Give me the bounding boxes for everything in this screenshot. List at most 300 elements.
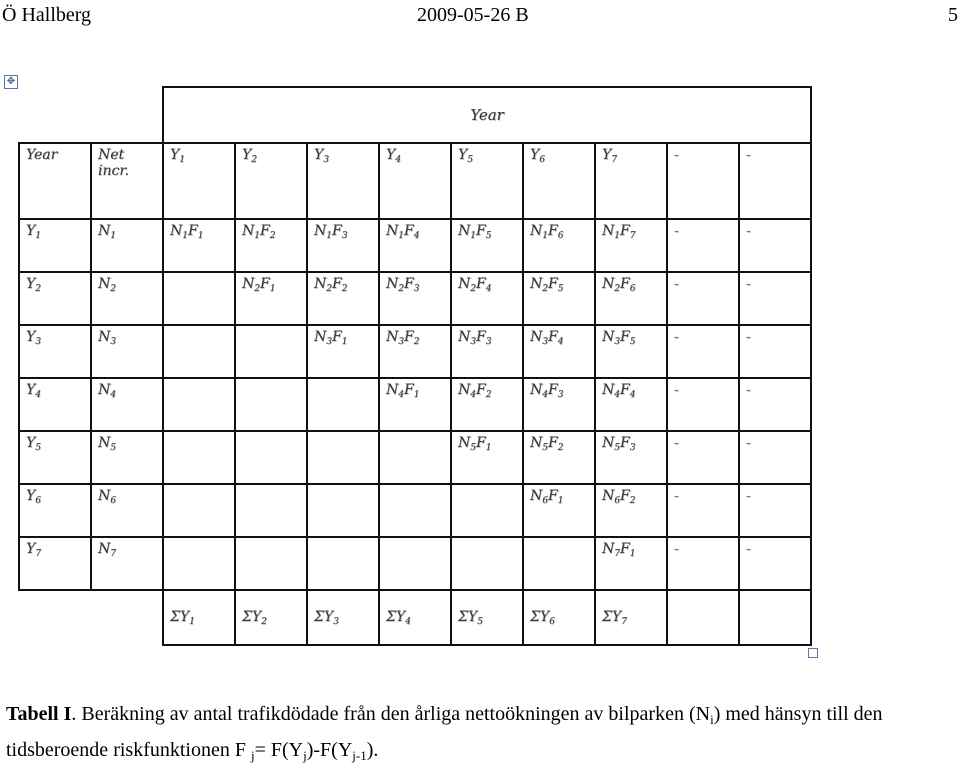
- cell-text: N: [98, 382, 111, 398]
- cell-sub: 4: [629, 390, 636, 400]
- cell-text: F: [475, 382, 486, 398]
- cell-text: N: [602, 382, 615, 398]
- column-header: [307, 143, 379, 219]
- cell-sub: 4: [614, 390, 620, 400]
- table-cell: [91, 219, 163, 272]
- cell-text: N: [602, 435, 615, 451]
- table-move-handle-icon[interactable]: ✥: [4, 75, 18, 89]
- cell-text: ΣY: [242, 608, 262, 625]
- table-cell: [163, 272, 235, 325]
- cell-text: N: [530, 382, 543, 398]
- table-cell: [19, 272, 91, 325]
- column-header-text: Net incr.: [98, 147, 129, 179]
- table-cell: [451, 431, 523, 484]
- page-number: 5: [948, 4, 958, 26]
- caption-label: Tabell I: [6, 703, 72, 725]
- cell-text: ΣY: [530, 608, 550, 625]
- cell-sub: 6: [35, 496, 41, 506]
- table-cell: [307, 219, 379, 272]
- sum-row-blank: [19, 590, 163, 645]
- cell-text: N: [242, 223, 255, 239]
- cell-sub: 2: [470, 284, 476, 294]
- cell-text: F: [619, 541, 630, 557]
- table-cell: [19, 325, 91, 378]
- cell-sub: 1: [542, 231, 548, 241]
- cell-text: F: [619, 223, 630, 239]
- cell-text: N: [602, 488, 615, 504]
- calculation-table: [18, 86, 810, 646]
- cell-sub: 3: [557, 390, 564, 400]
- caption-text: = F(Y: [254, 739, 304, 761]
- caption-sub: j: [303, 748, 307, 763]
- cell-sub: 7: [614, 549, 620, 559]
- table-cell: [595, 272, 667, 325]
- table-cell: [307, 537, 379, 590]
- column-header-text: Y: [458, 147, 468, 163]
- table-cell: [595, 431, 667, 484]
- cell-text: F: [187, 223, 198, 239]
- table-cell: [739, 219, 811, 272]
- cell-text: N: [386, 382, 399, 398]
- cell-sub: 2: [254, 284, 260, 294]
- cell-sub: 7: [621, 616, 627, 627]
- table-cell: [163, 484, 235, 537]
- table-cell: [19, 378, 91, 431]
- table-cell: [307, 484, 379, 537]
- sum-cell: [451, 590, 523, 645]
- column-header-text: Y: [314, 147, 324, 163]
- cell-sub: 3: [326, 337, 332, 347]
- cell-text: N: [458, 382, 471, 398]
- cell-text: F: [619, 488, 630, 504]
- cell-sub: 6: [549, 616, 555, 627]
- table-row: [19, 378, 811, 431]
- column-header: [379, 143, 451, 219]
- cell-sub: 4: [557, 337, 564, 347]
- sum-cell: [379, 590, 451, 645]
- column-header-sub: 5: [467, 155, 473, 165]
- column-header: [19, 143, 91, 219]
- cell-text: N: [530, 276, 543, 292]
- table-cell: [235, 325, 307, 378]
- cell-text: -: [674, 276, 679, 292]
- table-cell: [91, 431, 163, 484]
- cell-sub: 2: [326, 284, 332, 294]
- table-cell: [235, 378, 307, 431]
- table-cell: [667, 325, 739, 378]
- table-cell: [19, 484, 91, 537]
- table-cell: [379, 325, 451, 378]
- table-row: [19, 431, 811, 484]
- table-cell: [523, 537, 595, 590]
- cell-text: F: [259, 223, 270, 239]
- cell-text: F: [403, 382, 414, 398]
- cell-text: N: [314, 329, 327, 345]
- cell-sub: 1: [398, 231, 404, 241]
- cell-text: ΣY: [386, 608, 406, 625]
- cell-text: N: [314, 276, 327, 292]
- cell-sub: 6: [614, 496, 620, 506]
- cell-text: N: [98, 329, 111, 345]
- cell-sub: 2: [542, 284, 548, 294]
- cell-text: F: [547, 435, 558, 451]
- table-cell: [595, 325, 667, 378]
- table-cell: [523, 431, 595, 484]
- cell-sub: 6: [629, 284, 636, 294]
- cell-text: N: [242, 276, 255, 292]
- cell-text: N: [386, 276, 399, 292]
- table-cell: [91, 484, 163, 537]
- cell-text: F: [547, 488, 558, 504]
- cell-sub: 2: [557, 443, 564, 453]
- column-header-sub: 4: [395, 155, 401, 165]
- column-header-sub: 1: [179, 155, 185, 165]
- page-header: [0, 4, 960, 28]
- cell-text: F: [619, 329, 630, 345]
- cell-sub: 4: [405, 616, 411, 627]
- caption-text: ).: [366, 739, 379, 761]
- cell-sub: 1: [110, 231, 116, 241]
- caption-text: ) med hänsyn till den tidsberoende riskfunktionen F: [6, 703, 883, 761]
- column-header-text: Y: [602, 147, 612, 163]
- table-row: [19, 537, 811, 590]
- cell-text: -: [746, 382, 751, 398]
- table-cell: [451, 325, 523, 378]
- cell-text: F: [331, 223, 342, 239]
- cell-text: -: [746, 435, 751, 451]
- cell-text: F: [475, 435, 486, 451]
- cell-sub: 2: [413, 337, 420, 347]
- cell-sub: 3: [542, 337, 548, 347]
- cell-text: N: [98, 223, 111, 239]
- table-cell: [379, 537, 451, 590]
- table-cell: [307, 378, 379, 431]
- cell-text: N: [530, 329, 543, 345]
- cell-text: -: [746, 223, 751, 239]
- sum-cell-empty: [667, 590, 739, 645]
- cell-text: -: [746, 488, 751, 504]
- column-header-text: Y: [170, 147, 180, 163]
- cell-sub: 1: [35, 231, 41, 241]
- table-cell: [595, 484, 667, 537]
- cell-text: N: [458, 329, 471, 345]
- table-row: [19, 325, 811, 378]
- caption-sub: i: [710, 712, 714, 727]
- table-row: [19, 272, 811, 325]
- table-cell: [163, 537, 235, 590]
- cell-sub: 4: [413, 231, 420, 241]
- table-cell: [19, 431, 91, 484]
- table-cell: [739, 378, 811, 431]
- cell-sub: 2: [485, 390, 492, 400]
- table-cell: [739, 484, 811, 537]
- cell-text: F: [547, 382, 558, 398]
- cell-sub: 1: [614, 231, 620, 241]
- cell-text: N: [530, 435, 543, 451]
- table-row: [19, 219, 811, 272]
- column-header-text: Y: [242, 147, 252, 163]
- cell-sub: 1: [189, 616, 195, 627]
- cell-text: -: [674, 223, 679, 239]
- cell-sub: 2: [110, 284, 116, 294]
- cell-text: F: [475, 223, 486, 239]
- caption-text: . Beräkning av antal trafikdödade från den årliga nettoökningen av bilparken (N: [71, 703, 711, 725]
- table-cell: [163, 325, 235, 378]
- cell-sub: 1: [269, 284, 276, 294]
- column-header: [667, 143, 739, 219]
- cell-sub: 2: [341, 284, 348, 294]
- table-cell: [595, 537, 667, 590]
- cell-sub: 7: [629, 231, 636, 241]
- cell-sub: 3: [485, 337, 492, 347]
- column-header-sub: 3: [323, 155, 329, 165]
- table-cell: [667, 484, 739, 537]
- cell-sub: 4: [398, 390, 404, 400]
- column-header-text: -: [746, 147, 751, 163]
- cell-sub: 3: [110, 337, 116, 347]
- cell-sub: 4: [542, 390, 548, 400]
- cell-text: N: [98, 541, 111, 557]
- cell-text: F: [259, 276, 270, 292]
- cell-sub: 2: [35, 284, 41, 294]
- cell-text: F: [403, 329, 414, 345]
- cell-sub: 1: [413, 390, 420, 400]
- header-author: Ö Hallberg: [2, 4, 92, 26]
- cell-text: ΣY: [314, 608, 334, 625]
- column-header-text: -: [674, 147, 679, 163]
- cell-sub: 5: [614, 443, 620, 453]
- table-cell: [739, 325, 811, 378]
- table-cell: [667, 431, 739, 484]
- table-cell: [595, 378, 667, 431]
- cell-sub: 2: [269, 231, 276, 241]
- table-cell: [451, 484, 523, 537]
- table-cell: [379, 431, 451, 484]
- column-header-text: Y: [386, 147, 396, 163]
- column-header-text: Y: [530, 147, 540, 163]
- cell-text: F: [619, 276, 630, 292]
- cell-sub: 5: [110, 443, 116, 453]
- cell-sub: 5: [477, 616, 483, 627]
- cell-text: F: [331, 329, 342, 345]
- cell-sub: 4: [35, 390, 41, 400]
- column-header-sub: 2: [251, 155, 257, 165]
- table-row: [19, 484, 811, 537]
- table-cell: [523, 325, 595, 378]
- cell-text: -: [674, 541, 679, 557]
- cell-text: -: [746, 329, 751, 345]
- table-cell: [235, 272, 307, 325]
- cell-text: Y: [26, 276, 36, 292]
- table-cell: [523, 484, 595, 537]
- table-cell: [91, 272, 163, 325]
- cell-sub: 1: [629, 549, 636, 559]
- cell-text: F: [403, 276, 414, 292]
- table-cell: [739, 537, 811, 590]
- table-cell: [523, 272, 595, 325]
- table-cell: [667, 537, 739, 590]
- cell-text: -: [674, 488, 679, 504]
- table-cell: [91, 325, 163, 378]
- caption-sub: j-1: [352, 748, 367, 763]
- table-cell: [595, 219, 667, 272]
- cell-text: -: [674, 382, 679, 398]
- cell-sub: 4: [470, 390, 476, 400]
- cell-text: -: [746, 276, 751, 292]
- cell-text: N: [98, 488, 111, 504]
- sum-cell: [595, 590, 667, 645]
- table-corner-empty: [19, 87, 163, 143]
- caption-text: )-F(Y: [306, 739, 353, 761]
- cell-sub: 1: [326, 231, 332, 241]
- cell-text: Y: [26, 541, 36, 557]
- cell-sub: 5: [557, 284, 564, 294]
- cell-sub: 3: [629, 443, 636, 453]
- cell-text: N: [386, 329, 399, 345]
- cell-sub: 4: [485, 284, 492, 294]
- table-header-row: [19, 143, 811, 219]
- cell-text: Y: [26, 488, 36, 504]
- table-cell: [19, 537, 91, 590]
- cell-sub: 1: [557, 496, 564, 506]
- column-header-sub: 7: [611, 155, 617, 165]
- cell-sub: 3: [470, 337, 476, 347]
- cell-sub: 5: [470, 443, 476, 453]
- cell-text: N: [458, 276, 471, 292]
- table-cell: [667, 272, 739, 325]
- cell-sub: 2: [629, 496, 636, 506]
- table-cell: [379, 378, 451, 431]
- cell-sub: 2: [261, 616, 267, 627]
- cell-sub: 3: [333, 616, 339, 627]
- table-cell: [667, 378, 739, 431]
- table-cell: [307, 431, 379, 484]
- table-cell: [667, 219, 739, 272]
- cell-text: N: [530, 488, 543, 504]
- cell-sub: 5: [485, 231, 492, 241]
- cell-text: N: [602, 329, 615, 345]
- table-cell: [91, 378, 163, 431]
- table-cell: [523, 219, 595, 272]
- table-cell: [235, 537, 307, 590]
- cell-sub: 3: [398, 337, 404, 347]
- table-cell: [451, 272, 523, 325]
- column-header: [595, 143, 667, 219]
- cell-text: F: [547, 329, 558, 345]
- cell-sub: 6: [110, 496, 116, 506]
- cell-sub: 7: [35, 549, 41, 559]
- cell-sub: 3: [614, 337, 620, 347]
- cell-sub: 5: [542, 443, 548, 453]
- table-cell: [379, 219, 451, 272]
- column-header: [91, 143, 163, 219]
- table-cell: [307, 272, 379, 325]
- caption-sub: j: [250, 748, 255, 763]
- table-cell: [235, 431, 307, 484]
- table-cell: [379, 484, 451, 537]
- cell-sub: 6: [542, 496, 548, 506]
- cell-text: F: [331, 276, 342, 292]
- table-cell: [379, 272, 451, 325]
- cell-sub: 1: [182, 231, 188, 241]
- sum-cell-empty: [739, 590, 811, 645]
- table-caption: [6, 699, 956, 771]
- cell-text: F: [619, 382, 630, 398]
- cell-text: F: [547, 223, 558, 239]
- cell-text: N: [170, 223, 183, 239]
- cell-text: N: [458, 435, 471, 451]
- cell-text: N: [314, 223, 327, 239]
- sum-cell: [307, 590, 379, 645]
- cell-sub: 2: [398, 284, 404, 294]
- table-title-year: Year: [163, 87, 811, 143]
- cell-text: Y: [26, 382, 36, 398]
- cell-sub: 1: [197, 231, 204, 241]
- cell-text: N: [386, 223, 399, 239]
- cell-sub: 6: [557, 231, 564, 241]
- sum-row: [19, 590, 811, 645]
- column-header-sub: 6: [539, 155, 545, 165]
- cell-text: Y: [26, 223, 36, 239]
- cell-text: N: [530, 223, 543, 239]
- cell-sub: 1: [485, 443, 492, 453]
- table-cell: [451, 537, 523, 590]
- cell-sub: 3: [341, 231, 348, 241]
- cell-text: F: [619, 435, 630, 451]
- table-resize-handle[interactable]: [808, 648, 818, 658]
- column-header: [235, 143, 307, 219]
- table-cell: [91, 537, 163, 590]
- cell-text: -: [674, 329, 679, 345]
- column-header: [451, 143, 523, 219]
- sum-cell: [235, 590, 307, 645]
- table-cell: [163, 219, 235, 272]
- column-header: [523, 143, 595, 219]
- column-header: [163, 143, 235, 219]
- table-cell: [235, 219, 307, 272]
- cell-text: N: [602, 276, 615, 292]
- cell-text: ΣY: [170, 608, 190, 625]
- cell-sub: 1: [470, 231, 476, 241]
- cell-text: N: [98, 276, 111, 292]
- cell-sub: 3: [35, 337, 41, 347]
- cell-sub: 2: [614, 284, 620, 294]
- table-cell: [19, 219, 91, 272]
- cell-sub: 4: [110, 390, 116, 400]
- cell-text: ΣY: [458, 608, 478, 625]
- cell-text: F: [475, 276, 486, 292]
- table-cell: [451, 378, 523, 431]
- table-cell: [523, 378, 595, 431]
- table-cell: [739, 272, 811, 325]
- cell-sub: 1: [341, 337, 348, 347]
- header-date: 2009-05-26 B: [417, 4, 529, 26]
- table-cell: [451, 219, 523, 272]
- sum-cell: [523, 590, 595, 645]
- column-header: [739, 143, 811, 219]
- cell-sub: 1: [254, 231, 260, 241]
- cell-text: Y: [26, 329, 36, 345]
- cell-text: -: [674, 435, 679, 451]
- table-cell: [163, 431, 235, 484]
- cell-text: F: [547, 276, 558, 292]
- table-cell: [163, 378, 235, 431]
- cell-text: F: [403, 223, 414, 239]
- cell-sub: 3: [413, 284, 420, 294]
- sum-cell: [163, 590, 235, 645]
- column-header-text: Year: [26, 147, 58, 163]
- cell-text: N: [602, 223, 615, 239]
